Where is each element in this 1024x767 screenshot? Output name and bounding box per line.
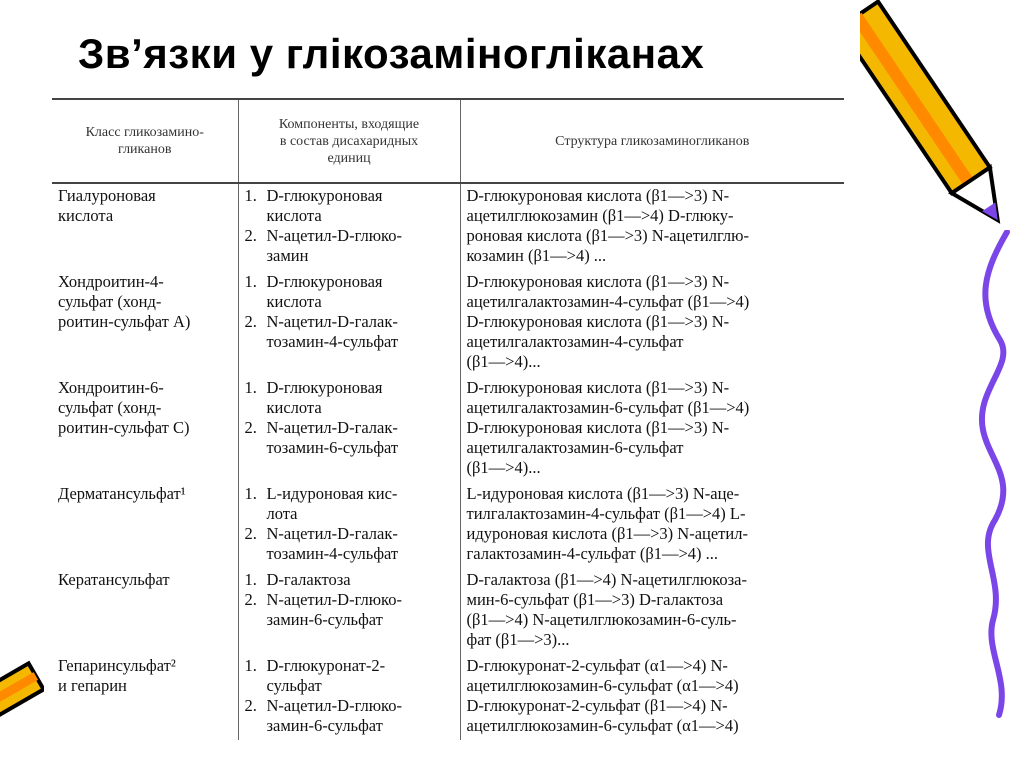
disaccharide-components [238,376,460,482]
glycosaminoglycan-table-container [52,98,844,758]
component-item [245,696,454,736]
component-item [245,484,454,524]
component-text: L-идуроновая кис- лота [266,484,398,523]
component-number: 2. [244,418,257,437]
table-row [52,270,844,376]
scribble-line [955,230,1024,720]
component-text: N-ацетил-D-глюко- замин-6-сульфат [266,590,402,629]
table-row [52,482,844,568]
component-item [245,656,454,696]
disaccharide-components [238,270,460,376]
component-number: 2. [244,590,257,609]
table-header [52,99,844,183]
table-body [52,183,844,740]
disaccharide-components [238,482,460,568]
component-number: 2. [244,696,257,715]
table-row [52,376,844,482]
pencil-icon [860,0,1010,250]
component-text: D-глюкуронат-2- сульфат [266,656,386,695]
component-item [245,524,454,564]
component-item [245,312,454,352]
component-number: 1. [244,656,257,675]
component-text: D-глюкуроновая кислота [266,186,383,225]
component-number: 1. [244,484,257,503]
gag-class-name: Гепаринсульфат² и гепарин [58,656,176,695]
slide-title: Зв’язки у глікозаміногліканах [78,30,705,77]
glycosaminoglycan-table [52,98,844,740]
header-components: Компоненты, входящие в состав дисахаридных единиц [238,99,460,183]
component-item [245,272,454,312]
component-number: 1. [244,272,257,291]
gag-structure: L-идуроновая кислота (β1—>3) N-аце- тилгалактозамин-4-сульфат (β1—>4) L- идуроновая кислота (β1—>3) N-ацетил- галактозамин-4-сульфат (β1—>4) ... [460,482,844,568]
component-number: 1. [244,570,257,589]
component-item [245,418,454,458]
component-text: N-ацетил-D-глюко- замин-6-сульфат [266,696,402,735]
component-text: D-галактоза [266,570,351,589]
table-row [52,654,844,740]
header-class: Класс гликозамино- гликанов [52,99,238,183]
component-item [245,226,454,266]
gag-structure: D-глюкуроновая кислота (β1—>3) N- ацетилглюкозамин (β1—>4) D-глюку- роновая кислота (β1—>3) N-ацетилглю- козамин (β1—>4) ... [460,183,844,270]
component-text: D-глюкуроновая кислота [266,272,383,311]
disaccharide-components [238,568,460,654]
gag-structure: D-глюкуроновая кислота (β1—>3) N- ацетилгалактозамин-4-сульфат (β1—>4) D-глюкуроновая кислота (β1—>3) N- ацетилгалактозамин-4-сульфат (β1—>4)... [460,270,844,376]
component-item [245,570,454,590]
component-text: N-ацетил-D-галак- тозамин-4-сульфат [266,312,399,351]
gag-class-name: Кератансульфат [58,570,170,589]
component-number: 2. [244,226,257,245]
component-number: 1. [244,378,257,397]
component-item [245,590,454,630]
gag-structure: D-глюкуроновая кислота (β1—>3) N- ацетилгалактозамин-6-сульфат (β1—>4) D-глюкуроновая кислота (β1—>3) N- ацетилгалактозамин-6-сульфат (β1—>4)... [460,376,844,482]
component-text: N-ацетил-D-глюко- замин [266,226,402,265]
gag-class-name: Гиалуроновая кислота [58,186,156,225]
component-item [245,186,454,226]
component-number: 1. [244,186,257,205]
gag-class-name: Хондроитин-6- сульфат (хонд- роитин-сульфат С) [58,378,190,437]
disaccharide-components [238,183,460,270]
gag-class-name: Хондроитин-4- сульфат (хонд- роитин-сульфат А) [58,272,191,331]
header-structure: Структура гликозаминогликанов [460,99,844,183]
component-text: N-ацетил-D-галак- тозамин-4-сульфат [266,524,399,563]
component-text: N-ацетил-D-галак- тозамин-6-сульфат [266,418,399,457]
pencil-corner-icon [0,658,44,718]
component-number: 2. [244,312,257,331]
table-row [52,183,844,270]
component-number: 2. [244,524,257,543]
gag-class-name: Дерматансульфат¹ [58,484,186,503]
disaccharide-components [238,654,460,740]
component-item [245,378,454,418]
gag-structure: D-галактоза (β1—>4) N-ацетилглюкоза- мин-6-сульфат (β1—>3) D-галактоза (β1—>4) N-ацетилглюкозамин-6-суль- фат (β1—>3)... [460,568,844,654]
table-row [52,568,844,654]
component-text: D-глюкуроновая кислота [266,378,383,417]
gag-structure: D-глюкуронат-2-сульфат (α1—>4) N- ацетилглюкозамин-6-сульфат (α1—>4) D-глюкуронат-2-сульфат (β1—>4) N- ацетилглюкозамин-6-сульфат (α1—>4) [460,654,844,740]
